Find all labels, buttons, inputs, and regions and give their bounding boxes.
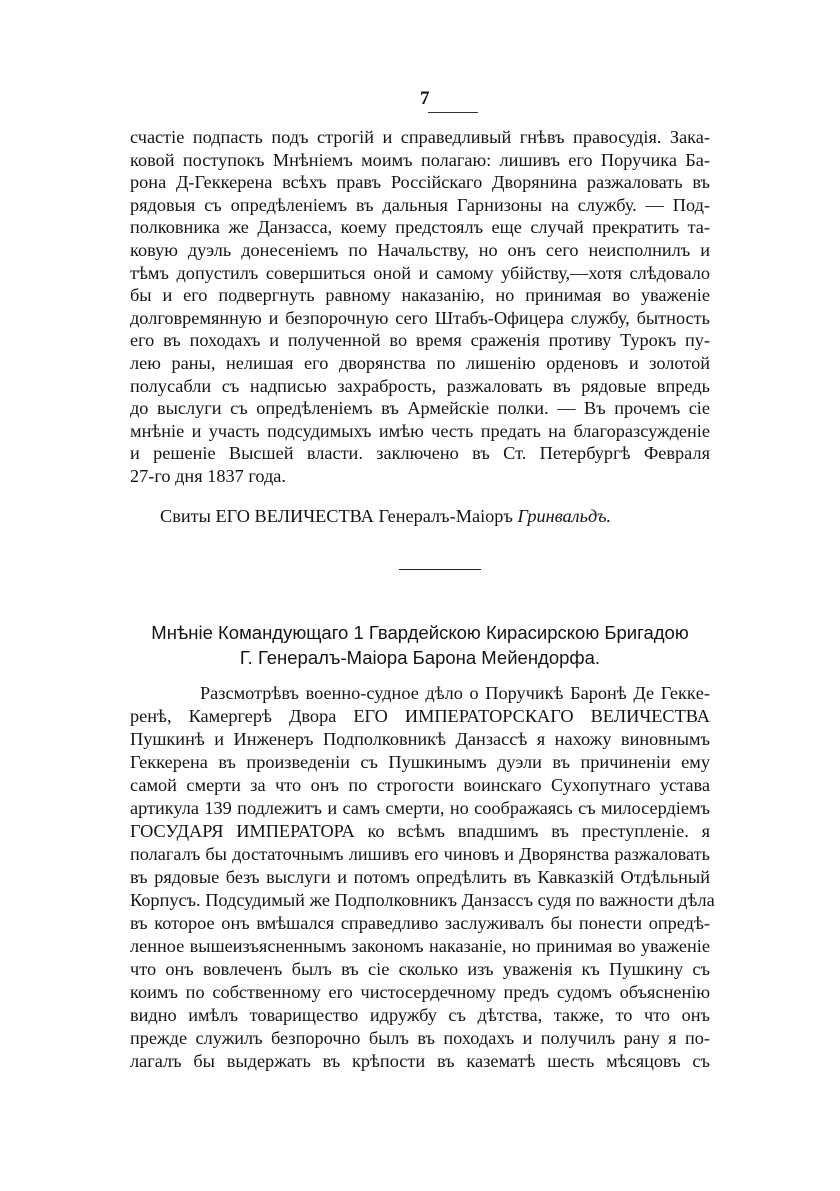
signature-name: Гринвальдъ.	[517, 506, 612, 526]
text-line: Пушкинѣ и Инженеръ Подполковникѣ Данзассѣ я нахожу виновнымъ	[130, 729, 710, 749]
text-line: счастіе подпасть подъ строгій и справедливый гнѣвъ правосудія. Зака-	[130, 127, 710, 147]
text-line: лагалъ бы выдержать въ крѣпости въ казематѣ шесть мѣсяцовъ съ	[130, 1051, 710, 1071]
text-line: что онъ вовлеченъ былъ въ сіе сколько изъ уваженія къ Пушкину съ	[130, 959, 710, 979]
signature-title: Свиты ЕГО ВЕЛИЧЕСТВА Генералъ-Маіоръ	[160, 506, 518, 526]
text-line: Разсмотрѣвъ военно-судное дѣло о Поручикѣ Баронѣ Де Геккe-	[200, 683, 710, 703]
text-line: самой смерти за что онъ по строгости воинскаго Сухопутнаго устава	[130, 775, 710, 795]
text-line: 27-го дня 1837 года.	[130, 466, 286, 486]
text-line: видно имѣлъ товарищество идружбу съ дѣтства, также, то что онъ	[130, 1005, 710, 1025]
section-divider	[399, 569, 481, 570]
text-line: рона Д-Геккерена всѣхъ правъ Россійскаго Дворянина разжаловать въ	[130, 172, 710, 193]
text-line: до выслуги съ опредѣленіемъ въ Армейскіе полки. — Въ прочемъ сіе	[130, 398, 710, 419]
text-line: и решеніе Высшей власти. заключено въ Ст. Петербургѣ Февраля	[130, 443, 710, 464]
text-line: ГОСУДАРЯ ИМПЕРАТОРА ко всѣмъ впадшимъ въ преступленіе. я	[130, 821, 710, 841]
text-line: коимъ по собственному его чистосердечному предъ судомъ объясненію	[130, 982, 710, 1002]
text-line: въ рядовые безъ выслуги и потомъ опредѣлить въ Кавказкій Отдѣльный	[130, 867, 710, 887]
text-line: бы и его подвергнуть равному наказанію, но принимая во уваженіе	[130, 285, 710, 306]
text-line: лею раны, нелишая его дворянства по лишенію орденовъ и золотой	[130, 353, 710, 373]
page-number-rule	[428, 112, 478, 113]
text-line: Геккерена въ произведеніи съ Пушкинымъ дуэли въ причиненіи ему	[130, 752, 710, 772]
text-line: его въ походахъ и полученной во время сраженія противу Турокъ пу-	[130, 330, 710, 351]
signature-line	[160, 502, 700, 530]
text-line: полусабли съ надписью захрабрость, разжаловать въ рядовые впредь	[130, 375, 710, 396]
text-line: ренѣ, Камергерѣ Двора ЕГО ИМПЕРАТОРСКАГО ВЕЛИЧЕСТВА	[130, 706, 710, 726]
page-number: 7	[420, 88, 430, 109]
text-line: ковой поступокъ Мнѣніемъ моимъ полагаю: лишивъ его Поручика Ба-	[130, 149, 710, 170]
text-line: полковника же Данзасса, коему предстоялъ еще случай прекратить та-	[130, 217, 710, 238]
section-heading-line1: Мнѣніе Командующаго 1 Гвардейскою Кирасирскою Бригадою	[151, 622, 689, 643]
text-line: тѣмъ допустилъ совершиться оной и самому убійству,—хотя слѣдовало	[130, 262, 710, 283]
text-line: ленное вышеизъясненнымъ закономъ наказаніе, но принимая во уваженіе	[130, 936, 710, 956]
text-line: Корпусъ. Подсудимый же Подполковникъ Данзассъ судя по важности дѣла	[130, 890, 715, 910]
text-line: артикула 139 подлежитъ и самъ смерти, но соображаясь съ милосердіемъ	[130, 798, 710, 818]
text-line: долговремянную и безпорочную сего Штабъ-Офицера службу, бытность	[130, 307, 710, 328]
text-line: рядовыя съ опредѣленіемъ въ дальныя Гарнизоны на службу. — Под-	[130, 194, 710, 215]
text-line: ковую дуэль донесеніемъ по Начальству, но онъ сего неисполнилъ и	[130, 240, 710, 260]
text-line: прежде служилъ безпорочно былъ въ походахъ и получилъ рану я по-	[130, 1028, 710, 1048]
text-line: въ которое онъ вмѣшался справедливо заслуживалъ бы понести опредѣ-	[130, 913, 710, 933]
text-line: мнѣніе и участь подсудимыхъ имѣю честь предать на благоразсужденіе	[130, 420, 710, 441]
section-heading-line2: Г. Генералъ-Маіора Барона Мейендорфа.	[239, 647, 601, 668]
text-line: полагалъ бы достаточнымъ лишивъ его чиновъ и Дворянства разжаловать	[130, 844, 710, 864]
